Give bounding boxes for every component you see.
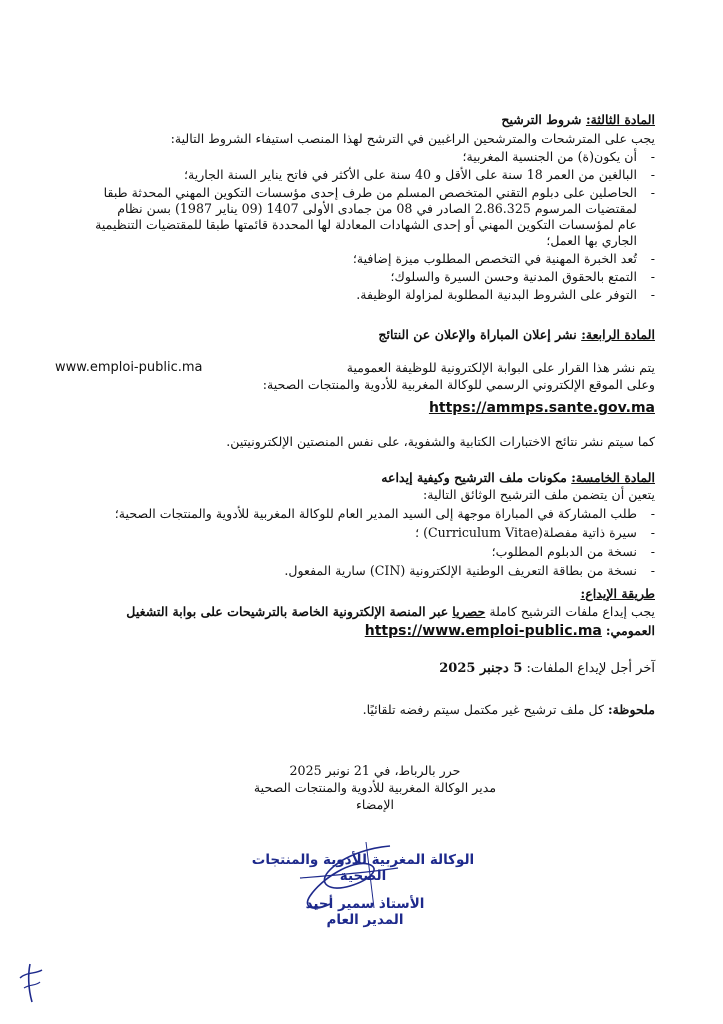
list-item: - التمتع بالحقوق المدنية وحسن السيرة والسلوك؛ <box>390 269 655 284</box>
article-3-heading <box>55 111 655 129</box>
deposit-platform-text-2: العمومي: <box>605 623 655 638</box>
article-5-heading <box>55 469 655 487</box>
stamp-org-line-1: الوكالة المغربية للأدوية والمنتجات <box>251 852 475 868</box>
article-3-intro: يجب على المترشحات والمترشحين الراغبين في الترشح لهذا المنصب استيفاء الشروط التالية: <box>170 131 655 146</box>
deadline-line <box>55 661 655 677</box>
list-item: - أن يكون(ة) من الجنسية المغربية؛ <box>462 149 655 164</box>
article-3-label: المادة الثالثة: <box>585 112 655 127</box>
article-4-line-2: وعلى الموقع الإلكتروني الرسمي للوكالة المغربية للأدوية والمنتجات الصحية: <box>262 377 655 392</box>
article-4-line-1 <box>55 360 655 376</box>
list-item-text: أن يكون(ة) من الجنسية المغربية؛ <box>462 149 637 164</box>
article-5-title: مكونات ملف الترشيح وكيفية إيداعه <box>381 470 567 485</box>
deposit-platform-text: عبر المنصة الإلكترونية الخاصة بالترشيحات على بوابة التشغيل <box>126 604 449 619</box>
article-4-heading <box>55 326 655 344</box>
handwritten-signature <box>270 838 420 920</box>
list-item: - نسخة من بطاقة التعريف الوطنية الإلكترونية (CIN) سارية المفعول. <box>284 563 655 578</box>
note <box>55 702 655 718</box>
stamp-director-name: الأستاذ سمير أحيد <box>305 896 425 912</box>
list-item-text: سيرة ذاتية مفصلة(Curriculum Vitae) ؛ <box>415 525 637 540</box>
list-item-text: عام لمؤسسات التكوين المهني أو إحدى الشهادات المعادلة لها المحددة قائمتها طبقا للمقتضيات التنظيمية <box>95 217 637 232</box>
article-4-line-1-text: يتم نشر هذا القرار على البوابة الإلكترونية للوظيفة العمومية <box>346 360 655 375</box>
list-item-text: البالغين من العمر 18 سنة على الأقل و 40 سنة على الأكثر في فاتح يناير السنة الجارية؛ <box>183 167 637 182</box>
article-3 <box>55 111 655 303</box>
emploi-public-link[interactable]: www.emploi-public.ma <box>55 360 203 375</box>
documents-list <box>55 506 655 579</box>
conditions-list <box>55 149 655 303</box>
list-item: - سيرة ذاتية مفصلة(Curriculum Vitae) ؛ <box>415 525 655 540</box>
deposit-section <box>55 585 655 639</box>
signature-block <box>250 762 500 813</box>
article-4 <box>55 326 655 450</box>
signature-label: الإمضاء <box>355 797 395 812</box>
deadline-date: 5 دجنبر 2025 <box>439 661 523 676</box>
list-item-text: نسخة من الدبلوم المطلوب؛ <box>491 544 637 559</box>
article-5-label: المادة الخامسة: <box>571 470 655 485</box>
article-5-intro: يتعين أن يتضمن ملف الترشيح الوثائق التالية: <box>423 487 655 502</box>
article-5 <box>55 469 655 579</box>
signature-title: مدير الوكالة المغربية للأدوية والمنتجات الصحية <box>253 780 497 795</box>
article-4-label: المادة الرابعة: <box>581 327 655 342</box>
deposit-text: يجب إيداع ملفات الترشيح كاملة <box>489 604 655 619</box>
list-item-text: الحاصلين على دبلوم التقني المتخصص المسلم من طرف إحدى مؤسسات التكوين المهني المحدثة طبقا <box>103 185 637 200</box>
stamp-director-role: المدير العام <box>326 912 404 928</box>
list-item: - التوفر على الشروط البدنية المطلوبة لمزاولة الوظيفة. <box>356 287 655 302</box>
ammps-link-row <box>55 397 655 416</box>
note-text: كل ملف ترشيح غير مكتمل سيتم رفضه تلقائيًا. <box>362 702 604 717</box>
list-item: - الحاصلين على دبلوم التقني المتخصص المسلم من طرف إحدى مؤسسات التكوين المهني المحدثة طبقا لمقتضيات المرسوم 2.86.325 الصادر في 08 من جمادى الأولى 1407 (09 يناير 1987) بسن نظام عام لمؤسسات التكوين المهني أو إحدى الشهادات المعادلة لها المحددة قائمتها طبقا للمقتضيات التنظيمية الجاري بها العمل؛ <box>55 185 655 249</box>
list-item: - نسخة من الدبلوم المطلوب؛ <box>491 544 655 559</box>
list-item-text: لمقتضيات المرسوم 2.86.325 الصادر في 08 من جمادى الأولى 1407 (09 يناير 1987) بسن نظام <box>117 201 637 216</box>
list-item-text: التمتع بالحقوق المدنية وحسن السيرة والسلوك؛ <box>390 269 637 284</box>
deposit-heading <box>55 585 655 603</box>
list-item-text: نسخة من بطاقة التعريف الوطنية الإلكترونية (CIN) سارية المفعول. <box>284 563 637 578</box>
deadline-label: آخر أجل لإيداع الملفات: <box>526 661 655 676</box>
stamp-org-line-2: الصحية <box>339 868 387 884</box>
deposit-exclusive: حصريا <box>452 604 486 619</box>
ammps-link[interactable]: https://ammps.sante.gov.ma <box>428 400 655 416</box>
list-item-text: طلب المشاركة في المباراة موجهة إلى السيد المدير العام للوكالة المغربية للأدوية والمنتجات الصحية؛ <box>114 506 637 521</box>
article-3-title: شروط الترشيح <box>501 112 582 127</box>
deposit-line-1 <box>55 604 655 620</box>
list-item-text: الجاري بها العمل؛ <box>546 233 637 248</box>
note-label: ملحوظة: <box>608 702 655 717</box>
list-item-text: تُعد الخبرة المهنية في التخصص المطلوب ميزة إضافية؛ <box>352 251 637 266</box>
list-item: - طلب المشاركة في المباراة موجهة إلى السيد المدير العام للوكالة المغربية للأدوية والمنتجات الصحية؛ <box>114 506 655 521</box>
list-item-text: التوفر على الشروط البدنية المطلوبة لمزاولة الوظيفة. <box>356 287 637 302</box>
deposit-link[interactable]: https://www.emploi-public.ma <box>364 623 602 639</box>
list-item: - تُعد الخبرة المهنية في التخصص المطلوب ميزة إضافية؛ <box>352 251 655 266</box>
deposit-heading-text: طريقة الإيداع: <box>580 586 655 601</box>
deadline <box>55 661 655 677</box>
article-4-title: نشر إعلان المباراة والإعلان عن النتائج <box>378 327 577 342</box>
note-line <box>55 702 655 718</box>
signature-place-date: حرر بالرباط، في 21 نونبر 2025 <box>289 763 461 778</box>
initials-mark <box>16 962 46 1004</box>
list-item: - البالغين من العمر 18 سنة على الأقل و 40 سنة على الأكثر في فاتح يناير السنة الجارية؛ <box>183 167 655 182</box>
deposit-line-2 <box>55 623 655 639</box>
results-note: كما سيتم نشر نتائج الاختبارات الكتابية والشفوية، على نفس المنصتين الإلكترونيتين. <box>226 434 655 449</box>
